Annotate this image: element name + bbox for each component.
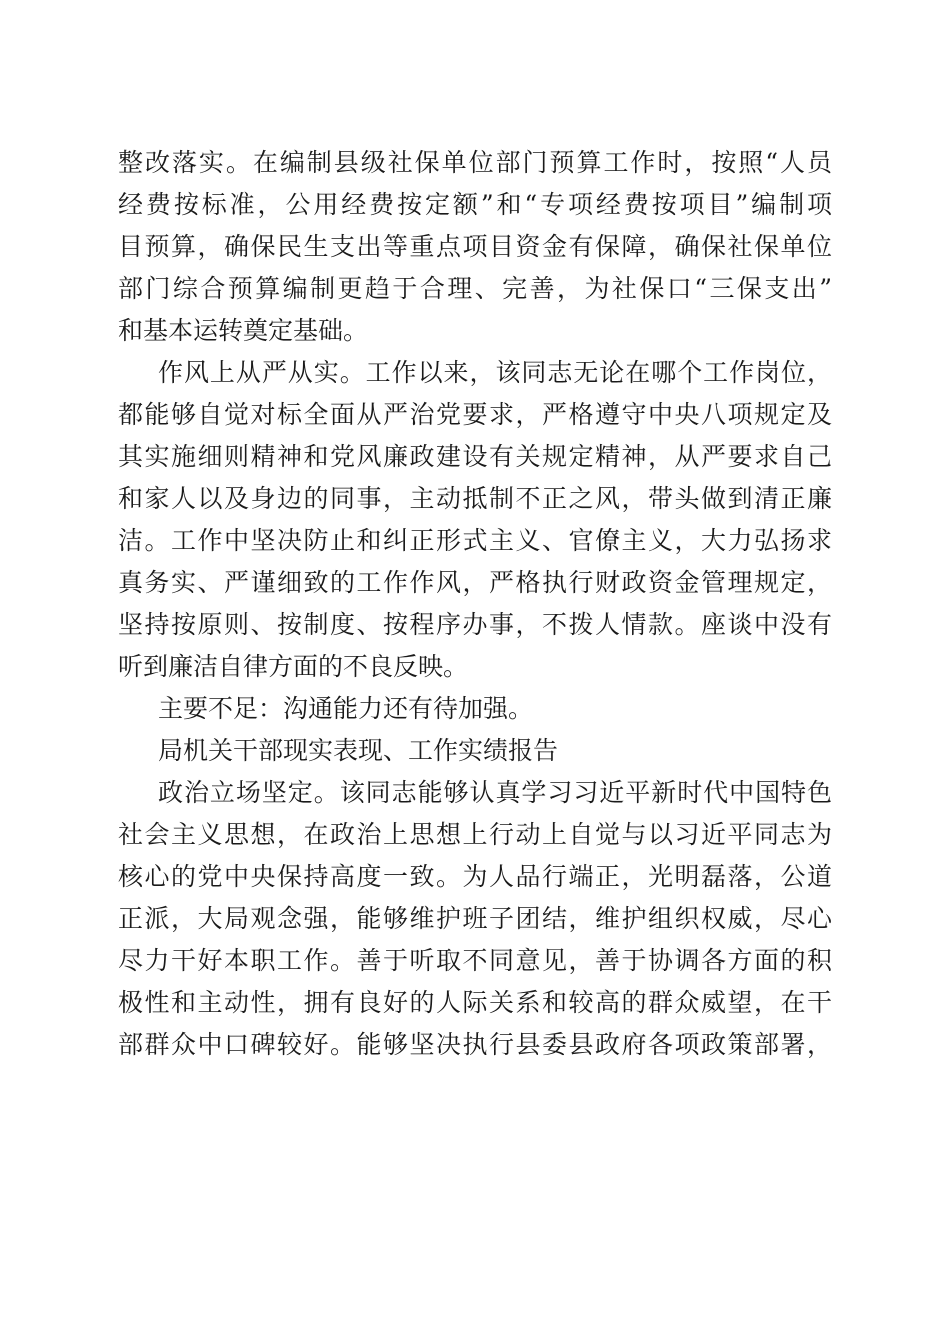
text-line: 都能够自觉对标全面从严治党要求，严格遵守中央八项规定及 xyxy=(118,400,832,429)
text-line: 和基本运转奠定基础。 xyxy=(118,316,369,345)
paragraph-start-line: 政治立场坚定。该同志能够认真学习习近平新时代中国特色 xyxy=(158,778,832,807)
text-line: 经费按标准，公用经费按定额”和“专项经费按项目”编制项 xyxy=(118,190,832,219)
text-line: 核心的党中央保持高度一致。为人品行端正，光明磊落，公道 xyxy=(118,862,832,891)
text-line: 坚持按原则、按制度、按程序办事，不拨人情款。座谈中没有 xyxy=(118,610,832,639)
paragraph-start-line: 主要不足：沟通能力还有待加强。 xyxy=(158,694,534,723)
text-line: 其实施细则精神和党风廉政建设有关规定精神，从严要求自己 xyxy=(118,442,832,471)
text-line: 整改落实。在编制县级社保单位部门预算工作时，按照“人员 xyxy=(118,148,832,177)
text-line: 和家人以及身边的同事，主动抵制不正之风，带头做到清正廉 xyxy=(118,484,832,513)
text-line: 部门综合预算编制更趋于合理、完善，为社保口“三保支出” xyxy=(118,274,832,303)
text-line: 正派，大局观念强，能够维护班子团结，维护组织权威，尽心 xyxy=(118,904,832,933)
section-heading: 局机关干部现实表现、工作实绩报告 xyxy=(158,736,559,765)
text-line: 洁。工作中坚决防止和纠正形式主义、官僚主义，大力弘扬求 xyxy=(118,526,832,555)
text-line: 真务实、严谨细致的工作作风，严格执行财政资金管理规定， xyxy=(118,568,832,597)
text-line: 社会主义思想，在政治上思想上行动上自觉与以习近平同志为 xyxy=(118,820,832,849)
paragraph-start-line: 作风上从严从实。工作以来，该同志无论在哪个工作岗位， xyxy=(158,358,832,387)
text-line: 极性和主动性，拥有良好的人际关系和较高的群众威望，在干 xyxy=(118,988,832,1017)
text-line: 目预算，确保民生支出等重点项目资金有保障，确保社保单位 xyxy=(118,232,832,261)
text-line: 听到廉洁自律方面的不良反映。 xyxy=(118,652,469,681)
text-line: 部群众中口碑较好。能够坚决执行县委县政府各项政策部署， xyxy=(118,1030,832,1059)
body-text xyxy=(118,142,832,1066)
text-line: 尽力干好本职工作。善于听取不同意见，善于协调各方面的积 xyxy=(118,946,832,975)
